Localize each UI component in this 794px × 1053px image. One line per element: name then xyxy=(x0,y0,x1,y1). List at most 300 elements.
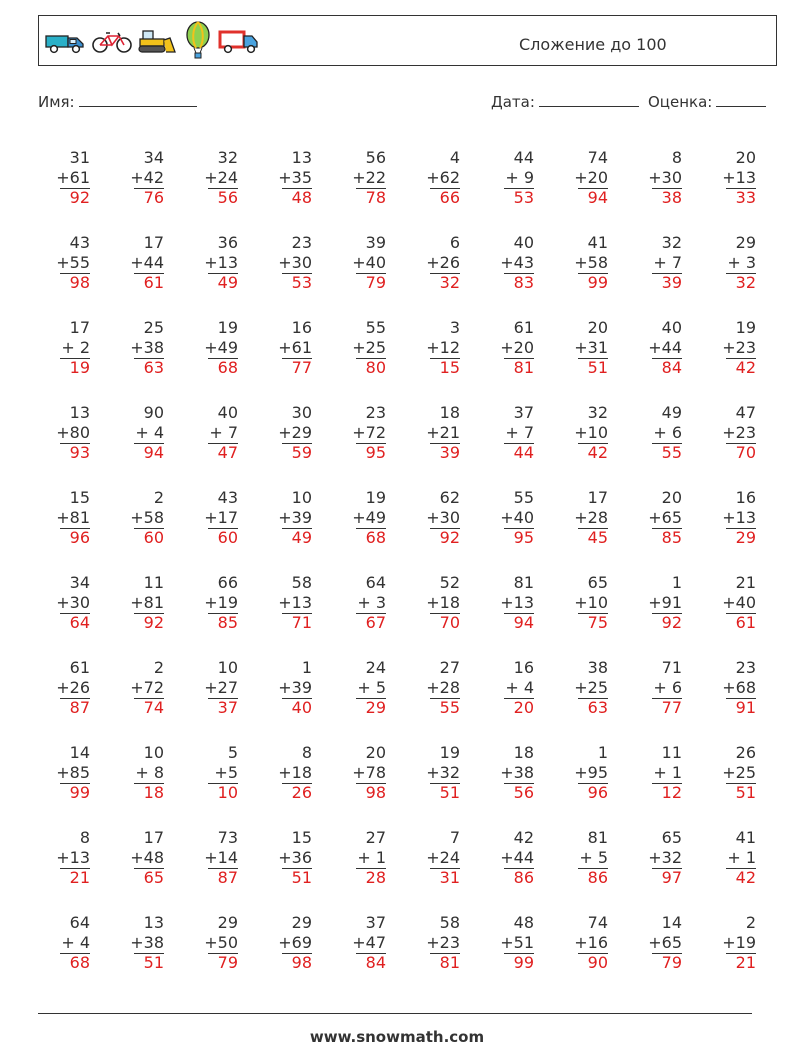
addend-top: 65 xyxy=(661,828,682,847)
addition-problem xyxy=(186,573,238,653)
answer[interactable]: 84 xyxy=(365,953,386,972)
addend-top: 20 xyxy=(735,148,756,167)
addition-problem xyxy=(334,828,386,908)
answer[interactable]: 87 xyxy=(217,868,238,887)
answer[interactable]: 20 xyxy=(513,698,534,717)
answer[interactable]: 55 xyxy=(661,443,682,462)
addend-bottom: +40 xyxy=(722,593,756,612)
addend-bottom: + 3 xyxy=(727,253,756,272)
answer[interactable]: 53 xyxy=(513,188,534,207)
answer[interactable]: 77 xyxy=(661,698,682,717)
answer[interactable]: 55 xyxy=(439,698,460,717)
addend-bottom: +69 xyxy=(278,933,312,952)
addend-top: 4 xyxy=(449,148,460,167)
addend-bottom: +43 xyxy=(500,253,534,272)
addend-bottom: +26 xyxy=(56,678,90,697)
addition-problem xyxy=(334,913,386,993)
addend-top: 10 xyxy=(217,658,238,677)
answer[interactable]: 18 xyxy=(143,783,164,802)
addend-top: 56 xyxy=(365,148,386,167)
addend-bottom: +28 xyxy=(574,508,608,527)
addend-bottom: +35 xyxy=(278,168,312,187)
answer[interactable]: 68 xyxy=(217,358,238,377)
grade-line[interactable] xyxy=(716,94,766,107)
answer[interactable]: 51 xyxy=(291,868,312,887)
addend-bottom: +44 xyxy=(130,253,164,272)
addend-bottom: + 6 xyxy=(653,423,682,442)
addend-top: 15 xyxy=(69,488,90,507)
addition-problem xyxy=(408,488,460,568)
addend-top: 32 xyxy=(217,148,238,167)
addend-bottom: +18 xyxy=(278,763,312,782)
answer[interactable]: 29 xyxy=(735,528,756,547)
answer[interactable]: 93 xyxy=(69,443,90,462)
addend-bottom: +24 xyxy=(204,168,238,187)
name-line[interactable] xyxy=(79,94,197,107)
van-icon xyxy=(217,28,261,54)
addend-top: 30 xyxy=(291,403,312,422)
addend-bottom: +13 xyxy=(278,593,312,612)
answer[interactable]: 81 xyxy=(513,358,534,377)
addend-top: 74 xyxy=(587,913,608,932)
addend-top: 29 xyxy=(291,913,312,932)
addend-top: 26 xyxy=(735,743,756,762)
addend-top: 2 xyxy=(153,658,164,677)
answer[interactable]: 80 xyxy=(365,358,386,377)
answer[interactable]: 45 xyxy=(587,528,608,547)
addend-top: 58 xyxy=(439,913,460,932)
addition-problem xyxy=(482,658,534,738)
addend-top: 40 xyxy=(217,403,238,422)
answer[interactable]: 49 xyxy=(291,528,312,547)
answer[interactable]: 99 xyxy=(69,783,90,802)
problem-row xyxy=(38,828,778,908)
answer[interactable]: 53 xyxy=(291,273,312,292)
addend-bottom: + 7 xyxy=(505,423,534,442)
addition-problem xyxy=(334,573,386,653)
addition-problem xyxy=(556,658,608,738)
answer[interactable]: 51 xyxy=(735,783,756,802)
answer[interactable]: 95 xyxy=(513,528,534,547)
addend-top: 27 xyxy=(439,658,460,677)
addition-problem xyxy=(334,488,386,568)
addend-top: 66 xyxy=(217,573,238,592)
answer[interactable]: 85 xyxy=(661,528,682,547)
addend-bottom: +5 xyxy=(214,763,238,782)
answer[interactable]: 96 xyxy=(587,783,608,802)
answer[interactable]: 84 xyxy=(661,358,682,377)
addend-top: 41 xyxy=(735,828,756,847)
answer[interactable]: 42 xyxy=(735,358,756,377)
answer[interactable]: 78 xyxy=(365,188,386,207)
addition-problem xyxy=(260,913,312,993)
addition-problem xyxy=(112,233,164,313)
addend-top: 15 xyxy=(291,828,312,847)
addend-top: 19 xyxy=(365,488,386,507)
addend-top: 40 xyxy=(513,233,534,252)
addition-problem xyxy=(482,488,534,568)
answer[interactable]: 40 xyxy=(291,698,312,717)
answer[interactable]: 29 xyxy=(365,698,386,717)
addend-bottom: +30 xyxy=(648,168,682,187)
date-label: Дата: xyxy=(491,93,535,111)
addend-bottom: +13 xyxy=(204,253,238,272)
addend-bottom: +18 xyxy=(426,593,460,612)
addition-problem xyxy=(704,233,756,313)
addend-bottom: +49 xyxy=(352,508,386,527)
addition-problem xyxy=(186,403,238,483)
answer[interactable]: 68 xyxy=(69,953,90,972)
answer[interactable]: 98 xyxy=(291,953,312,972)
addend-top: 90 xyxy=(143,403,164,422)
answer[interactable]: 21 xyxy=(69,868,90,887)
addend-bottom: +19 xyxy=(204,593,238,612)
answer[interactable]: 98 xyxy=(69,273,90,292)
addition-problem xyxy=(482,148,534,228)
answer[interactable]: 60 xyxy=(143,528,164,547)
addition-problem xyxy=(112,573,164,653)
addition-problem xyxy=(260,743,312,823)
addend-bottom: + 7 xyxy=(653,253,682,272)
addend-bottom: +32 xyxy=(648,848,682,867)
answer[interactable]: 63 xyxy=(587,698,608,717)
answer[interactable]: 63 xyxy=(143,358,164,377)
addend-bottom: +23 xyxy=(722,423,756,442)
addition-problem xyxy=(556,743,608,823)
answer[interactable]: 98 xyxy=(365,783,386,802)
answer[interactable]: 77 xyxy=(291,358,312,377)
addend-bottom: +81 xyxy=(56,508,90,527)
answer[interactable]: 97 xyxy=(661,868,682,887)
addend-top: 61 xyxy=(69,658,90,677)
answer[interactable]: 83 xyxy=(513,273,534,292)
addend-bottom: +25 xyxy=(574,678,608,697)
addition-problem xyxy=(38,233,90,313)
answer[interactable]: 70 xyxy=(439,613,460,632)
addend-top: 39 xyxy=(365,233,386,252)
answer[interactable]: 94 xyxy=(513,613,534,632)
date-line[interactable] xyxy=(539,94,639,107)
addend-bottom: +29 xyxy=(278,423,312,442)
answer[interactable]: 96 xyxy=(69,528,90,547)
answer[interactable]: 64 xyxy=(69,613,90,632)
answer[interactable]: 10 xyxy=(217,783,238,802)
answer[interactable]: 68 xyxy=(365,528,386,547)
addend-bottom: +91 xyxy=(648,593,682,612)
addition-problem xyxy=(186,318,238,398)
addend-bottom: +58 xyxy=(574,253,608,272)
addition-problem xyxy=(704,913,756,993)
addend-top: 16 xyxy=(513,658,534,677)
answer[interactable]: 48 xyxy=(291,188,312,207)
addend-bottom: +12 xyxy=(426,338,460,357)
addition-problem xyxy=(38,318,90,398)
answer[interactable]: 99 xyxy=(587,273,608,292)
answer[interactable]: 79 xyxy=(217,953,238,972)
answer[interactable]: 12 xyxy=(661,783,682,802)
addend-bottom: +30 xyxy=(426,508,460,527)
addend-bottom: +17 xyxy=(204,508,238,527)
answer[interactable]: 56 xyxy=(217,188,238,207)
problem-row xyxy=(38,148,778,228)
addend-bottom: +16 xyxy=(574,933,608,952)
answer[interactable]: 51 xyxy=(439,783,460,802)
answer[interactable]: 37 xyxy=(217,698,238,717)
answer[interactable]: 67 xyxy=(365,613,386,632)
bicycle-icon xyxy=(91,28,133,54)
answer[interactable]: 85 xyxy=(217,613,238,632)
addend-top: 58 xyxy=(291,573,312,592)
addition-problem xyxy=(408,233,460,313)
addend-top: 16 xyxy=(291,318,312,337)
addend-top: 20 xyxy=(587,318,608,337)
addition-problem xyxy=(334,743,386,823)
answer[interactable]: 66 xyxy=(439,188,460,207)
answer[interactable]: 42 xyxy=(587,443,608,462)
addend-top: 13 xyxy=(143,913,164,932)
addend-bottom: + 6 xyxy=(653,678,682,697)
addition-problem xyxy=(112,913,164,993)
answer[interactable]: 32 xyxy=(735,273,756,292)
addend-top: 10 xyxy=(291,488,312,507)
addend-bottom: +38 xyxy=(130,933,164,952)
grade-field[interactable] xyxy=(648,93,766,111)
addend-bottom: + 4 xyxy=(505,678,534,697)
addend-bottom: + 1 xyxy=(727,848,756,867)
addend-bottom: +47 xyxy=(352,933,386,952)
answer[interactable]: 87 xyxy=(69,698,90,717)
addition-problem xyxy=(334,403,386,483)
addend-bottom: + 2 xyxy=(61,338,90,357)
footer-website[interactable]: www.snowmath.com xyxy=(309,1028,485,1046)
addition-problem xyxy=(260,828,312,908)
addend-top: 73 xyxy=(217,828,238,847)
answer[interactable]: 76 xyxy=(143,188,164,207)
addition-problem xyxy=(556,828,608,908)
addend-top: 20 xyxy=(365,743,386,762)
answer[interactable]: 86 xyxy=(513,868,534,887)
addend-bottom: +42 xyxy=(130,168,164,187)
answer[interactable]: 15 xyxy=(439,358,460,377)
addend-top: 29 xyxy=(217,913,238,932)
addition-problem xyxy=(630,403,682,483)
addend-bottom: +24 xyxy=(426,848,460,867)
addend-bottom: +28 xyxy=(426,678,460,697)
answer[interactable]: 61 xyxy=(143,273,164,292)
answer[interactable]: 47 xyxy=(217,443,238,462)
addend-bottom: +50 xyxy=(204,933,238,952)
addend-top: 32 xyxy=(587,403,608,422)
addend-bottom: +10 xyxy=(574,423,608,442)
addend-top: 6 xyxy=(449,233,460,252)
addend-bottom: +49 xyxy=(204,338,238,357)
answer[interactable]: 51 xyxy=(587,358,608,377)
addition-problem xyxy=(186,913,238,993)
addend-top: 17 xyxy=(69,318,90,337)
addend-bottom: +13 xyxy=(500,593,534,612)
answer[interactable]: 94 xyxy=(143,443,164,462)
addend-bottom: +13 xyxy=(56,848,90,867)
addition-problem xyxy=(630,573,682,653)
answer[interactable]: 79 xyxy=(661,953,682,972)
addition-problem xyxy=(334,233,386,313)
addend-bottom: +95 xyxy=(574,763,608,782)
answer[interactable]: 49 xyxy=(217,273,238,292)
addend-bottom: + 9 xyxy=(505,168,534,187)
addend-bottom: +27 xyxy=(204,678,238,697)
answer[interactable]: 74 xyxy=(143,698,164,717)
addend-top: 3 xyxy=(449,318,460,337)
name-field[interactable] xyxy=(38,93,197,111)
addend-top: 17 xyxy=(143,828,164,847)
bulldozer-icon xyxy=(137,28,179,54)
addition-problem xyxy=(112,828,164,908)
addition-problem xyxy=(704,148,756,228)
addition-problem xyxy=(334,318,386,398)
addend-top: 36 xyxy=(217,233,238,252)
answer[interactable]: 91 xyxy=(735,698,756,717)
answer[interactable]: 95 xyxy=(365,443,386,462)
addend-bottom: +10 xyxy=(574,593,608,612)
addend-top: 34 xyxy=(143,148,164,167)
answer[interactable]: 92 xyxy=(661,613,682,632)
addend-bottom: +14 xyxy=(204,848,238,867)
answer[interactable]: 65 xyxy=(143,868,164,887)
addend-top: 74 xyxy=(587,148,608,167)
answer[interactable]: 31 xyxy=(439,868,460,887)
addition-problem xyxy=(556,913,608,993)
addition-problem xyxy=(260,488,312,568)
answer[interactable]: 56 xyxy=(513,783,534,802)
addend-top: 18 xyxy=(513,743,534,762)
answer[interactable]: 59 xyxy=(291,443,312,462)
addition-problem xyxy=(482,233,534,313)
addition-problem xyxy=(630,488,682,568)
addition-problem xyxy=(408,743,460,823)
answer[interactable]: 75 xyxy=(587,613,608,632)
addend-top: 8 xyxy=(671,148,682,167)
addition-problem xyxy=(38,828,90,908)
addend-top: 34 xyxy=(69,573,90,592)
answer[interactable]: 71 xyxy=(291,613,312,632)
grade-label: Оценка: xyxy=(648,93,713,111)
answer[interactable]: 79 xyxy=(365,273,386,292)
addend-bottom: +51 xyxy=(500,933,534,952)
addend-bottom: +65 xyxy=(648,933,682,952)
addition-problem xyxy=(630,658,682,738)
addition-problem xyxy=(482,403,534,483)
addend-top: 29 xyxy=(735,233,756,252)
addition-problem xyxy=(408,403,460,483)
addend-bottom: +20 xyxy=(574,168,608,187)
answer[interactable]: 26 xyxy=(291,783,312,802)
addend-top: 21 xyxy=(735,573,756,592)
addend-bottom: +13 xyxy=(722,508,756,527)
answer[interactable]: 60 xyxy=(217,528,238,547)
addend-top: 61 xyxy=(513,318,534,337)
answer[interactable]: 86 xyxy=(587,868,608,887)
addend-bottom: +38 xyxy=(500,763,534,782)
answer[interactable]: 94 xyxy=(587,188,608,207)
date-field[interactable] xyxy=(491,93,639,111)
addend-top: 37 xyxy=(365,913,386,932)
addend-top: 81 xyxy=(513,573,534,592)
addition-problem xyxy=(482,573,534,653)
addition-problem xyxy=(186,148,238,228)
addend-bottom: + 5 xyxy=(579,848,608,867)
answer[interactable]: 81 xyxy=(439,953,460,972)
answer[interactable]: 21 xyxy=(735,953,756,972)
addition-problem xyxy=(260,573,312,653)
answer[interactable]: 28 xyxy=(365,868,386,887)
header-box xyxy=(38,15,777,66)
addend-top: 23 xyxy=(365,403,386,422)
problem-row xyxy=(38,573,778,653)
addend-top: 64 xyxy=(365,573,386,592)
addition-problem xyxy=(408,573,460,653)
answer[interactable]: 61 xyxy=(735,613,756,632)
addition-problem xyxy=(38,658,90,738)
answer[interactable]: 19 xyxy=(69,358,90,377)
addend-top: 11 xyxy=(661,743,682,762)
answer[interactable]: 99 xyxy=(513,953,534,972)
addition-problem xyxy=(482,743,534,823)
answer[interactable]: 39 xyxy=(439,443,460,462)
addend-bottom: + 8 xyxy=(135,763,164,782)
addition-problem xyxy=(38,488,90,568)
addition-problem xyxy=(482,828,534,908)
addition-problem xyxy=(260,658,312,738)
addition-problem xyxy=(408,658,460,738)
addition-problem xyxy=(334,658,386,738)
answer[interactable]: 51 xyxy=(143,953,164,972)
addition-problem xyxy=(334,148,386,228)
addition-problem xyxy=(556,148,608,228)
answer[interactable]: 70 xyxy=(735,443,756,462)
answer[interactable]: 92 xyxy=(69,188,90,207)
addition-problem xyxy=(260,318,312,398)
addend-bottom: + 3 xyxy=(357,593,386,612)
addend-bottom: +25 xyxy=(352,338,386,357)
addend-top: 19 xyxy=(217,318,238,337)
answer[interactable]: 38 xyxy=(661,188,682,207)
addition-problem xyxy=(186,743,238,823)
addend-top: 55 xyxy=(365,318,386,337)
addend-bottom: + 7 xyxy=(209,423,238,442)
answer[interactable]: 92 xyxy=(439,528,460,547)
answer[interactable]: 42 xyxy=(735,868,756,887)
answer[interactable]: 90 xyxy=(587,953,608,972)
answer[interactable]: 32 xyxy=(439,273,460,292)
answer[interactable]: 33 xyxy=(735,188,756,207)
answer[interactable]: 39 xyxy=(661,273,682,292)
addend-bottom: +30 xyxy=(278,253,312,272)
addend-top: 71 xyxy=(661,658,682,677)
hot-air-balloon-icon xyxy=(183,21,213,61)
answer[interactable]: 44 xyxy=(513,443,534,462)
addend-top: 81 xyxy=(587,828,608,847)
addend-top: 47 xyxy=(735,403,756,422)
addend-bottom: +80 xyxy=(56,423,90,442)
addend-bottom: + 5 xyxy=(357,678,386,697)
addend-bottom: +48 xyxy=(130,848,164,867)
addend-top: 40 xyxy=(661,318,682,337)
addend-top: 14 xyxy=(69,743,90,762)
answer[interactable]: 92 xyxy=(143,613,164,632)
addition-problem xyxy=(704,658,756,738)
addition-problem xyxy=(704,318,756,398)
addition-problem xyxy=(186,488,238,568)
